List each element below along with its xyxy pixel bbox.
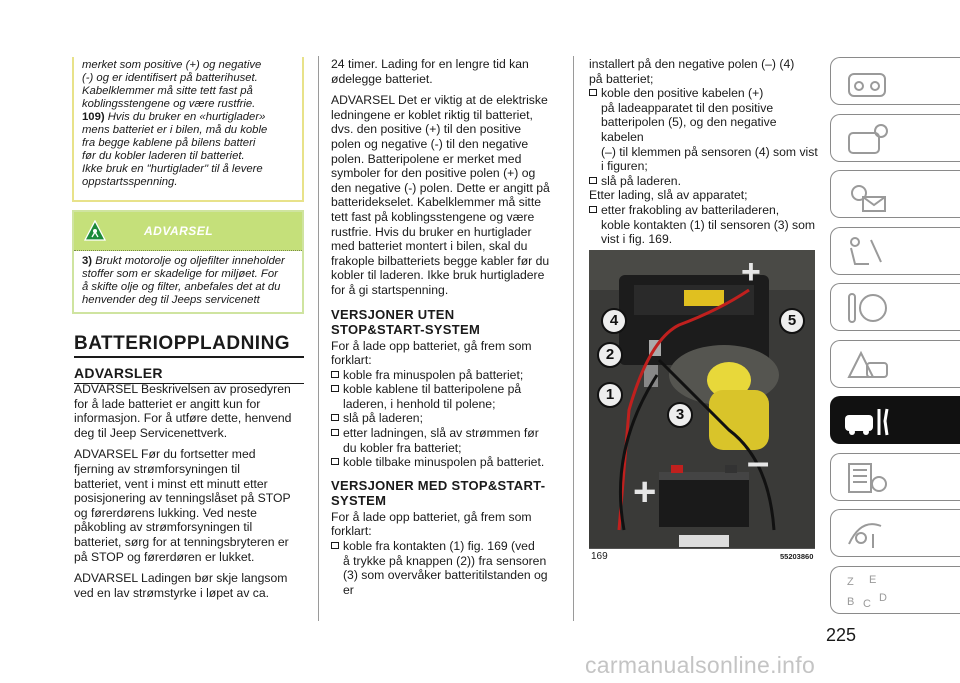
text-line: deg til Jeep Servicenettverk. (74, 425, 228, 440)
text-line: på batteriet; (589, 71, 654, 86)
text-line: på ladeapparatet til den positive (601, 100, 774, 115)
text-line: STOP&START-SYSTEM (331, 321, 481, 337)
list-item (331, 411, 561, 426)
text-line: koble fra minuspolen på batteriet; (343, 367, 524, 382)
text-line: batteridekselet. Kabelklemmer må sitte (331, 195, 541, 210)
multimedia-icon (841, 514, 893, 554)
text-line: for å lade batteriet er angitt kun for (74, 396, 261, 411)
text-line: henvender deg til Jeeps servicenett (82, 294, 260, 306)
callout-3: 3 (667, 402, 693, 428)
paragraph (331, 339, 561, 368)
warning-title: ADVARSEL (144, 224, 214, 238)
checkbox-bullet-icon (331, 458, 339, 465)
text-line: batteripolen (5), og den negative kabelen (601, 115, 777, 144)
list-item (589, 203, 821, 247)
list-item (331, 368, 561, 383)
column-1-text (74, 382, 306, 600)
figure-number: 169 (591, 551, 608, 562)
text-line: 24 timer. Lading for en lengre tid kan (331, 57, 529, 71)
chapter-tab-8[interactable] (830, 453, 960, 501)
callout-4: 4 (601, 308, 627, 334)
note-ref-first-line: Hvis du bruker en «hurtiglader» (107, 111, 266, 123)
callout-1: 1 (597, 382, 623, 408)
paragraph (74, 447, 306, 564)
column-2-text (331, 57, 561, 597)
version-heading (331, 307, 561, 337)
index-icon (841, 571, 893, 611)
checkbox-bullet-icon (589, 89, 597, 96)
seat-airbag-icon (841, 232, 893, 272)
text-line: koblingsstengene og være rustfrie. (82, 98, 256, 110)
text-line: polen. Batteripolene er merket med (331, 151, 522, 166)
list-item (331, 382, 561, 411)
note-box (72, 57, 304, 202)
text-line: Ikke bruk en "hurtiglader" til å levere (82, 163, 263, 175)
paragraph (331, 510, 561, 539)
note-ref-text (82, 124, 294, 189)
paragraph (74, 571, 306, 600)
text-line: koble kontakten (1) til sensoren (3) som (601, 217, 816, 232)
list-item (331, 426, 561, 455)
text-line: koble tilbake minuspolen på batteriet. (343, 455, 545, 470)
text-line: slå på laderen. (601, 173, 681, 188)
figure-plus-lower: + (633, 470, 657, 514)
section-title: BATTERIOPPLADNING (74, 333, 291, 354)
text-line: vist i fig. 169. (601, 232, 673, 247)
text-line: på STOP og førerdøren er lukket. (74, 549, 255, 564)
callout-5: 5 (779, 308, 805, 334)
chapter-tab-3[interactable] (830, 170, 960, 218)
specs-icon (841, 458, 893, 498)
text-line: for å gi startspenning. (331, 282, 449, 297)
text-line: slå på laderen; (343, 411, 423, 426)
list-item (331, 539, 561, 597)
chapter-tab-1[interactable] (830, 57, 960, 105)
checkbox-bullet-icon (331, 542, 339, 549)
text-line: symboler for den positive polen (+) og (331, 166, 536, 181)
car-tools-icon (841, 401, 893, 441)
note-box-ref (82, 111, 294, 124)
text-line: (-) og er identifisert på batterihuset. (82, 72, 258, 84)
battery-charging-illustration (589, 250, 815, 548)
text-line: For å lade opp batteriet, gå frem som (331, 509, 532, 524)
paragraph (74, 382, 306, 440)
text-line: etter ladningen, slå av strømmen før (343, 426, 539, 441)
text-line: batteriet, sørg for at tenningsbryteren er (74, 534, 289, 549)
text-line: kobler til laderen. Ikke bruk hurtigladere (331, 268, 545, 283)
text-line: forklart: (331, 353, 372, 368)
text-line: informasjon. For å utføre dette, henvend (74, 411, 292, 426)
version-heading (331, 478, 561, 508)
warning-body (74, 251, 302, 311)
text-line: ledningene er koblet riktig til batteriet, (331, 107, 533, 122)
paragraph (331, 93, 561, 297)
chapter-tab-10[interactable] (830, 566, 960, 614)
chapter-tab-7[interactable] (830, 396, 960, 444)
svg-text:C: C (863, 597, 871, 610)
text-line: koble fra kontakten (1) fig. 169 (ved (343, 539, 535, 554)
figure-plus-upper: + (741, 253, 761, 291)
svg-text:B: B (847, 595, 855, 608)
checkbox-bullet-icon (331, 371, 339, 378)
steering-wheel-icon (841, 288, 893, 328)
text-line: posisjonering av tenningslåset på STOP (74, 491, 291, 506)
svg-text:Z: Z (847, 575, 854, 588)
chapter-tab-9[interactable] (830, 509, 960, 557)
paragraph (589, 188, 821, 203)
text-line: (–) til klemmen på sensoren (4) som vist (601, 144, 818, 159)
text-line: batteriet, vent i minst ett minutt etter (74, 476, 268, 491)
checkbox-bullet-icon (589, 206, 597, 213)
text-line: ADVARSEL Ladingen bør skje langsom (74, 571, 288, 586)
text-line: VERSJONER UTEN (331, 306, 455, 322)
text-line: ødelegge batteriet. (331, 71, 433, 86)
safety-sun-icon (841, 175, 893, 215)
warning-box (72, 210, 304, 314)
text-line: ved en lav strømstyrke i løpet av ca. (74, 585, 270, 600)
chapter-tab-6[interactable] (830, 340, 960, 388)
list-item (331, 455, 561, 470)
warning-header (74, 212, 302, 251)
checkbox-bullet-icon (331, 385, 339, 392)
section-header (74, 334, 304, 384)
text-line: koble kablene til batteripolene på (343, 382, 522, 397)
checkbox-bullet-icon (331, 429, 339, 436)
text-line: før du kobler laderen til batteriet. (82, 150, 245, 162)
figure-169 (589, 250, 815, 548)
text-line: i figuren; (601, 159, 648, 174)
paragraph (589, 57, 821, 86)
text-line: stoffer som er skadelige for miljøet. For (82, 268, 278, 280)
figure-rule (589, 548, 815, 549)
watermark: carmanualsonline.info (585, 652, 816, 678)
text-line: SYSTEM (331, 492, 387, 508)
chapter-tab-5[interactable] (830, 283, 960, 331)
text-line: tett fast på koblingsstengene og være (331, 209, 535, 224)
environment-warning-icon (84, 220, 106, 242)
text-line: installert på den negative polen (–) (4) (589, 57, 795, 71)
column-divider-2 (573, 56, 574, 621)
text-line: (3) som overvåker batteritilstanden og er (343, 568, 548, 597)
checkbox-bullet-icon (589, 177, 597, 184)
text-line: polen og negative (-) til den negative (331, 136, 529, 151)
page-number: 225 (826, 625, 857, 645)
text-line: den negative (-) polen. Dette er angitt på (331, 180, 550, 195)
list-item (589, 86, 821, 174)
text-line: påkobling av strømforsyningen til (74, 520, 253, 535)
text-line: fra begge kablene på bilens batteri (82, 137, 256, 149)
section-rule (74, 356, 304, 358)
text-line: VERSJONER MED STOP&START- (331, 477, 546, 493)
chapter-tab-2[interactable] (830, 114, 960, 162)
text-line: laderen, i henhold til polene; (343, 396, 496, 411)
text-line: mens batteriet er i bilen, må du koble (82, 124, 268, 136)
column-divider-1 (318, 56, 319, 621)
warning-text-first: Brukt motorolje og oljefilter inneholder (95, 255, 285, 267)
text-line: ADVARSEL Beskrivelsen av prosedyren (74, 382, 291, 396)
text-line: koble den positive kabelen (+) (601, 86, 764, 101)
text-line: Etter lading, slå av apparatet; (589, 188, 748, 203)
text-line: merket som positive (+) og negative (82, 59, 262, 71)
text-line: å trykke på knappen (2)) fra sensoren (343, 553, 547, 568)
checkbox-bullet-icon (331, 414, 339, 421)
subsection-advarsler: ADVARSLER (74, 365, 163, 381)
column-3-text (589, 57, 821, 247)
text-line: etter frakobling av batteriladeren, (601, 202, 780, 217)
warning-car-icon (841, 345, 893, 385)
text-line: Kabelklemmer må sitte tett fast på (82, 85, 253, 97)
warning-ref-number: 3) (82, 255, 93, 267)
note-box-text (82, 59, 294, 111)
text-line: oppstartsspenning. (82, 176, 178, 188)
text-line: ADVARSEL Før du fortsetter med (74, 447, 256, 462)
warning-first-line (82, 255, 294, 268)
paragraph (331, 57, 561, 86)
text-line: å skifte olje og filter, anbefales det at du (82, 281, 281, 293)
text-line: fjerning av strømforsyningen til (74, 461, 240, 476)
car-info-icon (841, 119, 893, 159)
text-line: og førerdørens lukking. Ved neste (74, 505, 257, 520)
list-item (589, 174, 821, 189)
text-line: du kobler fra batteriet; (343, 440, 462, 455)
figure-minus: – (747, 440, 770, 484)
text-line: dvs. den positive (+) til den positive (331, 122, 522, 137)
svg-text:E: E (869, 573, 877, 586)
figure-code: 55203860 (780, 552, 814, 561)
text-line: frakople bilbatteriets begge kabler før du (331, 253, 550, 268)
dashboard-car-icon (841, 62, 893, 102)
note-ref-number: 109) (82, 111, 105, 123)
text-line: For å lade opp batteriet, gå frem som (331, 338, 532, 353)
svg-text:D: D (879, 591, 887, 604)
text-line: ADVARSEL Det er viktig at de elektriske (331, 93, 548, 108)
warning-text (82, 268, 294, 307)
callout-2: 2 (597, 342, 623, 368)
text-line: rustfrie. Hvis du bruker en hurtiglader (331, 224, 532, 239)
text-line: forklart: (331, 524, 372, 539)
text-line: med batteriet montert i bilen, skal du (331, 239, 528, 254)
chapter-tab-4[interactable] (830, 227, 960, 275)
